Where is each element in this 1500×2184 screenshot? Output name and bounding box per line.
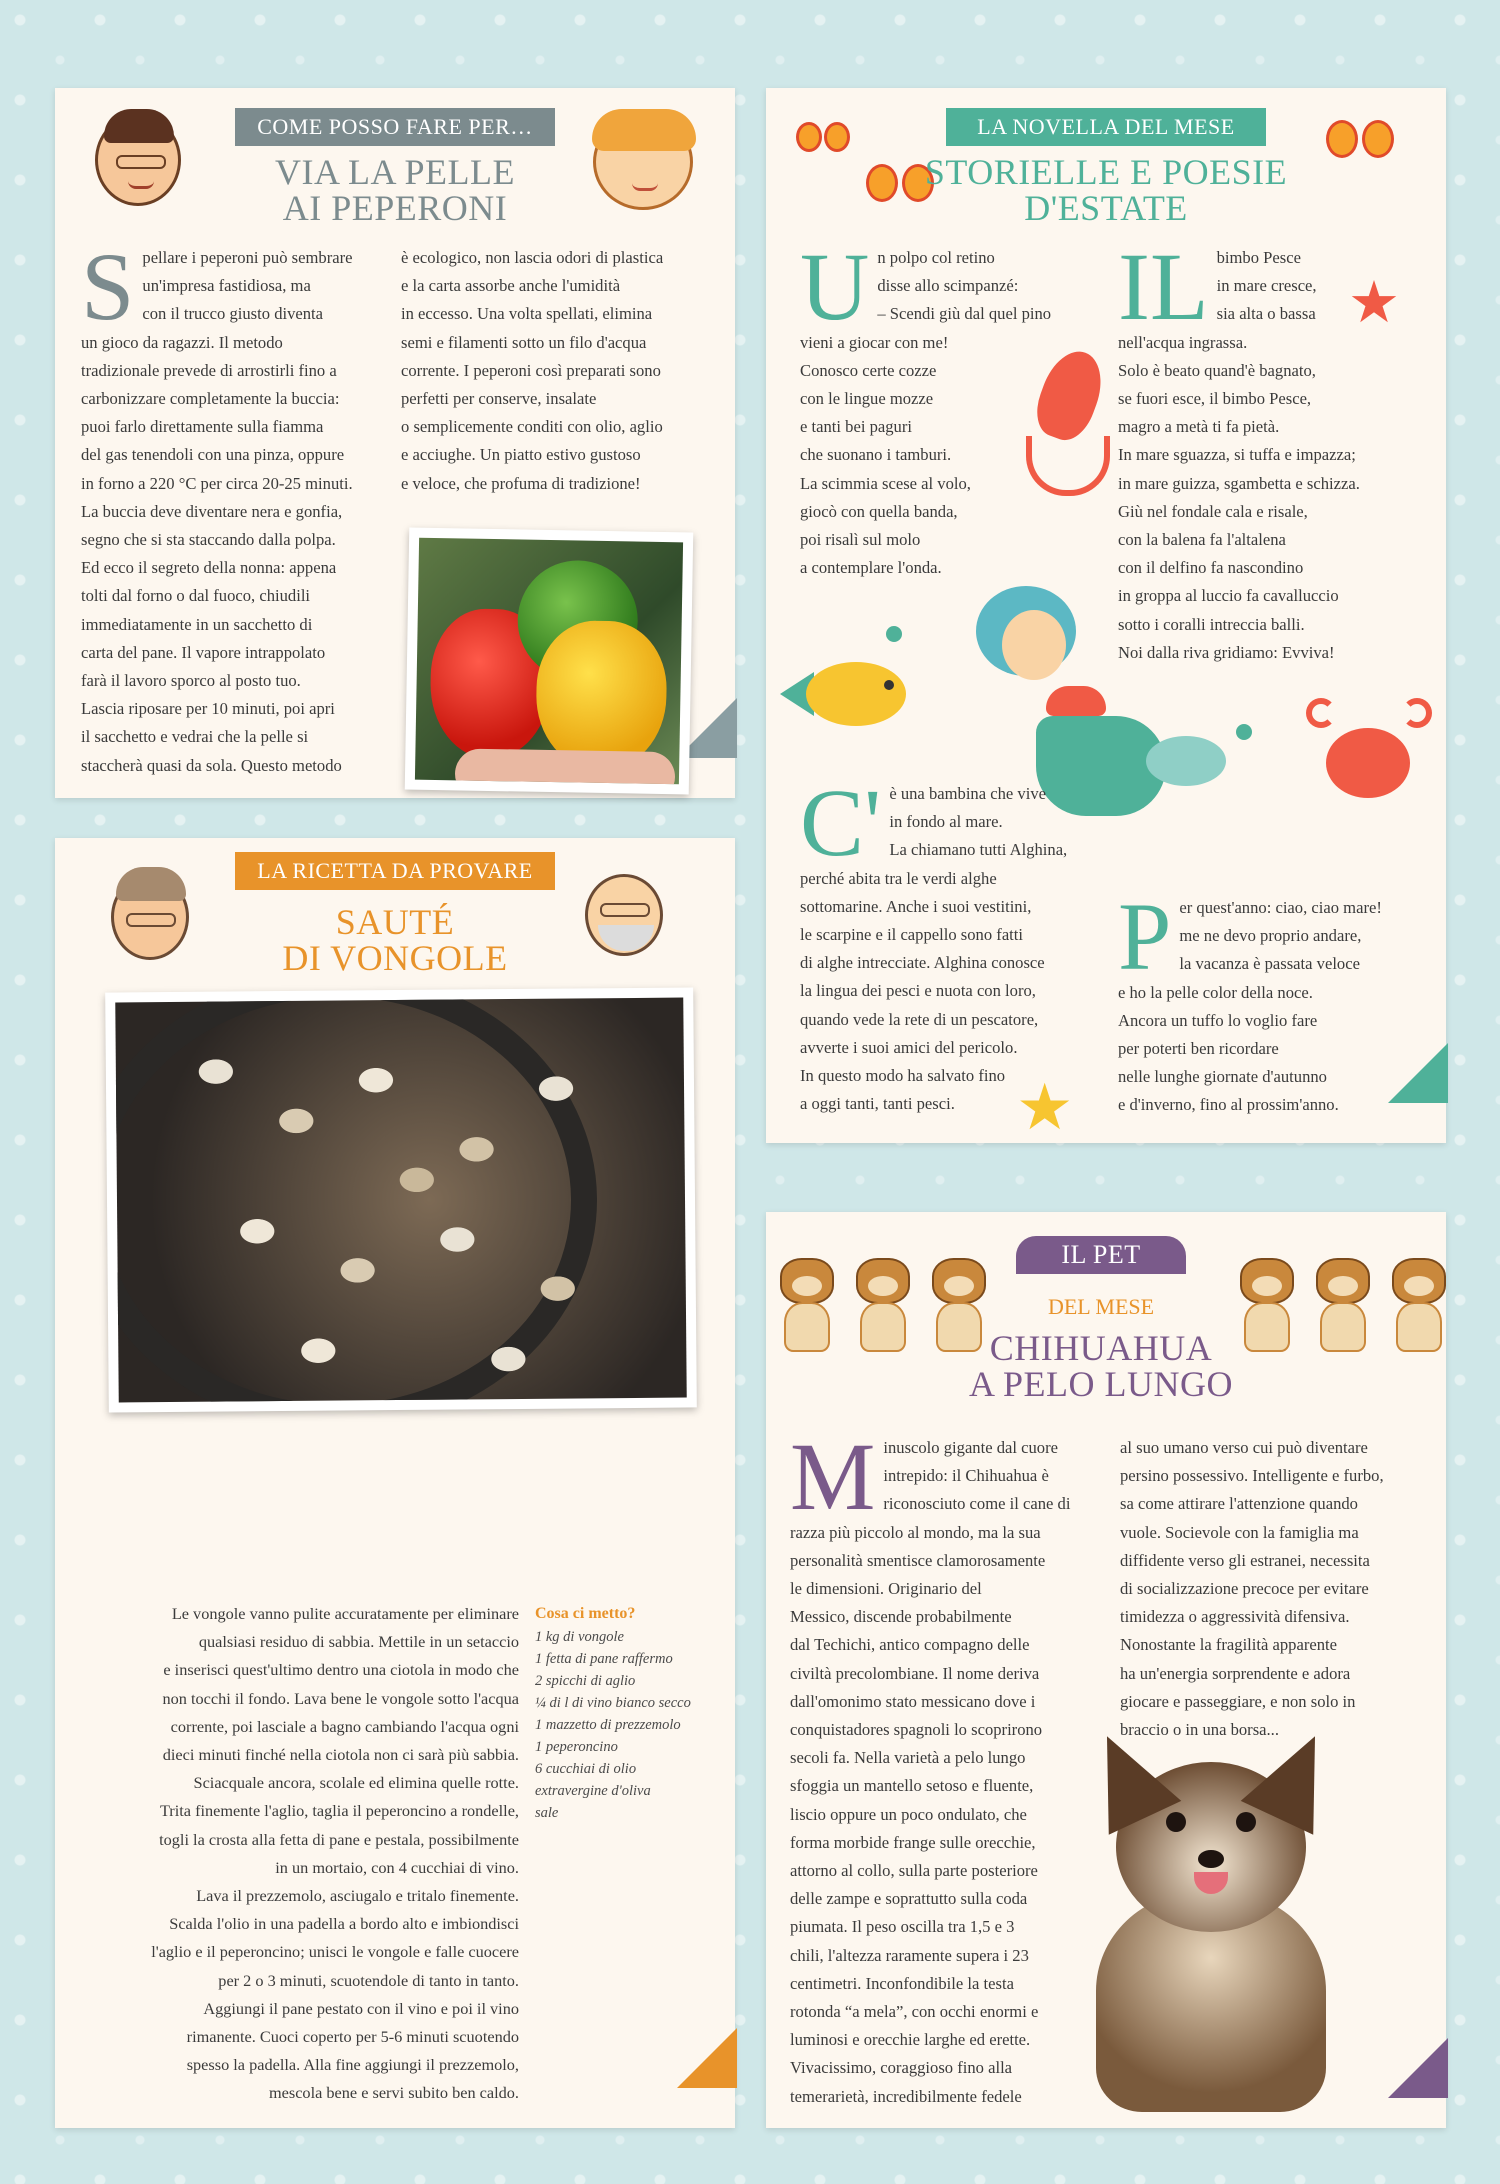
ingredients-box bbox=[535, 1602, 725, 1824]
text-line: del gas tenendoli con una pinza, oppure bbox=[81, 445, 345, 465]
butterfly-icon bbox=[796, 118, 852, 168]
text-line: e la carta assorbe anche l'umidità bbox=[401, 276, 621, 296]
starfish-icon: ★ bbox=[1016, 1072, 1074, 1143]
hand-icon bbox=[455, 748, 676, 784]
octopus-icon bbox=[1016, 350, 1116, 500]
text-line: in forno a 220 °C per circa 20-25 minuti. bbox=[81, 473, 353, 493]
section-ribbon: LA NOVELLA DEL MESE bbox=[946, 108, 1266, 146]
text-line: secoli fa. Nella varietà a pelo lungo bbox=[790, 1748, 1026, 1768]
text-line: Lascia riposare per 10 minuti, poi apri bbox=[81, 699, 335, 719]
ribbon-subtitle: DEL MESE bbox=[1047, 1294, 1155, 1319]
text-line: giocare e passeggiare, e non solo in bbox=[1120, 1691, 1356, 1711]
text-column bbox=[401, 244, 721, 498]
poem-line: in mare guizza, sgambetta e schizza. bbox=[1118, 473, 1360, 493]
text-line: luminosi e orecchie larghe ed erette. bbox=[790, 2030, 1031, 2050]
text-line: personalità smentisce clamorosamente bbox=[790, 1550, 1046, 1570]
page-fold bbox=[677, 2028, 737, 2088]
drop-cap: U bbox=[800, 233, 870, 340]
clams-icon bbox=[176, 1028, 639, 1392]
text-column bbox=[1120, 1434, 1442, 1744]
bubble-icon bbox=[1236, 724, 1252, 740]
article-title bbox=[906, 1330, 1296, 1402]
ingredient-item: 6 cucchiai di olio bbox=[535, 1761, 637, 1777]
story-line: la lingua dei pesci e nuota con loro, bbox=[800, 981, 1036, 1001]
text-line: qualsiasi residuo di sabbia. Mettile in un setaccio bbox=[198, 1632, 519, 1652]
poem-line: – Scendi giù dal quel pino bbox=[877, 304, 1052, 324]
section-ribbon: COME POSSO FARE PER… bbox=[235, 108, 555, 146]
recipe-card bbox=[55, 838, 735, 2128]
story-line: le scarpine e il cappello sono fatti bbox=[800, 925, 1024, 945]
story-line: a oggi tanti, tanti pesci. bbox=[800, 1094, 955, 1114]
recipe-text bbox=[79, 1600, 519, 2108]
title-line: DI VONGOLE bbox=[282, 938, 508, 978]
pug-icon bbox=[852, 1258, 914, 1354]
drop-cap: P bbox=[1118, 883, 1172, 990]
poem-line: er quest'anno: ciao, ciao mare! bbox=[1179, 898, 1382, 917]
poem bbox=[1118, 883, 1438, 1120]
story-line: avverte i suoi amici del pericolo. bbox=[800, 1037, 1018, 1057]
paragraph bbox=[401, 244, 721, 498]
poem-line: Giù nel fondale cala e risale, bbox=[1118, 501, 1308, 521]
poem-line: vieni a giocar con me! bbox=[800, 332, 949, 352]
text-line: immediatamente in un sacchetto di bbox=[81, 614, 313, 634]
text-line: l'aglio e il peperoncino; unisci le vongole e falle cuocere bbox=[151, 1942, 519, 1962]
ingredient-item: extravergine d'oliva bbox=[535, 1783, 651, 1799]
poem-line: poi risalì sul molo bbox=[800, 530, 921, 550]
text-line: forma morbide frange sulle orecchie, bbox=[790, 1832, 1036, 1852]
poem-line: Ancora un tuffo lo voglio fare bbox=[1118, 1010, 1318, 1030]
ingredient-item: 1 mazzetto di prezzemolo bbox=[535, 1717, 681, 1733]
article-title bbox=[886, 154, 1326, 226]
text-line: con il trucco giusto diventa bbox=[142, 304, 324, 324]
clams-photo bbox=[105, 987, 697, 1412]
text-line: civiltà precolombiane. Il nome deriva bbox=[790, 1663, 1040, 1683]
woman-face-icon bbox=[593, 114, 693, 210]
text-line: perfetti per conserve, insalate bbox=[401, 389, 597, 409]
text-line: liscio oppure un poco ondulato, che bbox=[790, 1804, 1027, 1824]
poem-line: sotto i coralli intreccia balli. bbox=[1118, 614, 1305, 634]
text-line: intrepido: il Chihuahua è bbox=[883, 1466, 1049, 1486]
poem-line: disse allo scimpanzé: bbox=[877, 276, 1019, 296]
text-line: inuscolo gigante dal cuore bbox=[883, 1438, 1058, 1457]
text-column bbox=[790, 1423, 1112, 2111]
grandma-face-icon bbox=[111, 874, 189, 960]
text-line: spesso la padella. Alla fine aggiungi il prezzemolo, bbox=[186, 2055, 519, 2075]
poem-line: Conosco certe cozze bbox=[800, 360, 937, 380]
section-ribbon: LA RICETTA DA PROVARE bbox=[235, 852, 555, 890]
text-line: un gioco da ragazzi. Il metodo bbox=[81, 332, 283, 352]
poem-line: sia alta o bassa bbox=[1216, 304, 1316, 324]
text-line: centimetri. Inconfondibile la testa bbox=[790, 1973, 1014, 1993]
ingredient-item: 1 fetta di pane raffermo bbox=[535, 1651, 673, 1667]
story-line: quando vede la rete di un pescatore, bbox=[800, 1009, 1039, 1029]
drop-cap: IL bbox=[1118, 233, 1209, 340]
text-line: delle zampe e soprattutto sulla coda bbox=[790, 1889, 1028, 1909]
text-line: diffidente verso gli estranei, necessita bbox=[1120, 1550, 1370, 1570]
ingredient-item: ¼ di l di vino bianco secco bbox=[535, 1695, 691, 1711]
section-ribbon: IL PET bbox=[1016, 1236, 1186, 1274]
poem-line: in mare cresce, bbox=[1216, 276, 1317, 296]
article-title bbox=[205, 904, 585, 976]
text-line: il sacchetto e vedrai che la pelle si bbox=[81, 727, 309, 747]
text-line: vuole. Socievole con la famiglia ma bbox=[1120, 1522, 1359, 1542]
story-line: è una bambina che vive bbox=[889, 784, 1046, 803]
poem-line: nell'acqua ingrassa. bbox=[1118, 332, 1248, 352]
drop-cap: S bbox=[81, 233, 135, 340]
poem-line: Solo è beato quand'è bagnato, bbox=[1118, 360, 1316, 380]
poem-line: per poterti ben ricordare bbox=[1118, 1039, 1279, 1059]
grandpa-face-icon bbox=[585, 874, 663, 956]
text-line: piumata. Il peso oscilla tra 1,5 e 3 bbox=[790, 1917, 1015, 1937]
text-line: dieci minuti finché nella ciotola non ci sarà più sabbia. bbox=[162, 1745, 519, 1765]
text-line: chili, l'altezza raramente supera i 23 bbox=[790, 1945, 1029, 1965]
text-line: per 2 o 3 minuti, scuotendole di tanto in tanto. bbox=[218, 1970, 519, 1990]
crab-icon bbox=[1306, 688, 1436, 808]
text-line: Le vongole vanno pulite accuratamente per eliminare bbox=[171, 1604, 519, 1623]
text-line: è ecologico, non lascia odori di plastica bbox=[401, 248, 664, 267]
title-line: AI PEPERONI bbox=[282, 188, 508, 228]
text-line: corrente. I peperoni così preparati sono bbox=[401, 360, 661, 380]
text-line: sfoggia un mantello setoso e fluente, bbox=[790, 1776, 1034, 1796]
poem-line: giocò con quella banda, bbox=[800, 501, 958, 521]
text-line: Trita finemente l'aglio, taglia il peperoncino a rondelle, bbox=[159, 1801, 519, 1821]
title-line: D'ESTATE bbox=[1024, 188, 1188, 228]
poem-line: bimbo Pesce bbox=[1216, 248, 1301, 267]
poem-line: se fuori esce, il bimbo Pesce, bbox=[1118, 389, 1312, 409]
text-line: attorno al collo, sulla parte posteriore bbox=[790, 1861, 1038, 1881]
poem-line: con la balena fa l'altalena bbox=[1118, 530, 1286, 550]
starfish-icon: ★ bbox=[1348, 270, 1400, 335]
text-line: La buccia deve diventare nera e gonfia, bbox=[81, 501, 343, 521]
text-line: braccio o in una borsa... bbox=[1120, 1720, 1279, 1740]
text-line: puoi farlo direttamente sulla fiamma bbox=[81, 417, 324, 437]
text-line: Lava il prezzemolo, asciugalo e tritalo finemente. bbox=[196, 1886, 519, 1906]
peppers-photo bbox=[405, 528, 694, 795]
text-line: razza più piccolo al mondo, ma la sua bbox=[790, 1522, 1041, 1542]
drop-cap: M bbox=[790, 1423, 876, 1530]
poem-line: In mare sguazza, si tuffa e impazza; bbox=[1118, 445, 1356, 465]
title-line: A PELO LUNGO bbox=[969, 1364, 1233, 1404]
poem-line: n polpo col retino bbox=[877, 248, 995, 267]
text-line: Sciacquale ancora, scolale ed elimina quelle rotte. bbox=[193, 1773, 519, 1793]
text-line: non tocchi il fondo. Lava bene le vongole sotto l'acqua bbox=[162, 1688, 519, 1708]
poem-line: a contemplare l'onda. bbox=[800, 558, 942, 578]
text-line: Aggiungi il pane pestato con il vino e poi il vino bbox=[203, 1998, 519, 2018]
ingredients-list bbox=[535, 1626, 725, 1824]
text-line: tolti dal forno o dal fuoco, chiudili bbox=[81, 586, 311, 606]
ingredient-item: sale bbox=[535, 1805, 559, 1821]
paragraph bbox=[790, 1423, 1112, 2111]
poem-line: Noi dalla riva gridiamo: Evviva! bbox=[1118, 642, 1335, 662]
text-line: segno che si sta staccando dalla polpa. bbox=[81, 530, 336, 550]
text-line: e acciughe. Un piatto estivo gustoso bbox=[401, 445, 641, 465]
poem-line: in groppa al luccio fa cavalluccio bbox=[1118, 586, 1339, 606]
title-line: CHIHUAHUA bbox=[989, 1328, 1213, 1368]
text-line: pellare i peperoni può sembrare bbox=[142, 248, 353, 267]
ingredients-title: Cosa ci metto? bbox=[535, 1605, 636, 1622]
text-line: semi e filamenti sotto un filo d'acqua bbox=[401, 332, 647, 352]
ingredient-item: 1 kg di vongole bbox=[535, 1629, 624, 1645]
text-line: sa come attirare l'attenzione quando bbox=[1120, 1494, 1358, 1514]
text-line: carta del pane. Il vapore intrappolato bbox=[81, 642, 326, 662]
title-line: VIA LA PELLE bbox=[275, 152, 515, 192]
page-fold bbox=[1388, 2038, 1448, 2098]
paragraph bbox=[79, 1600, 519, 2108]
text-line: conquistadores spagnoli lo scoprirono bbox=[790, 1720, 1043, 1740]
chihuahua-photo bbox=[1066, 1732, 1366, 2112]
poem-line: e d'inverno, fino al prossim'anno. bbox=[1118, 1095, 1339, 1115]
text-line: mescola bene e servi subito ben caldo. bbox=[268, 2083, 519, 2103]
title-line: STORIELLE E POESIE bbox=[924, 152, 1288, 192]
poem-line: la vacanza è passata veloce bbox=[1179, 954, 1360, 974]
title-line: SAUTÉ bbox=[335, 902, 455, 942]
ingredient-item: 2 spicchi di aglio bbox=[535, 1673, 636, 1689]
paragraph bbox=[1120, 1434, 1442, 1744]
text-line: un'impresa fastidiosa, ma bbox=[142, 276, 311, 296]
drop-cap: C' bbox=[800, 769, 882, 876]
text-line: temerarietà, incredibilmente fedele bbox=[790, 2086, 1022, 2106]
text-line: Ed ecco il segreto della nonna: appena bbox=[81, 558, 337, 578]
poem-line: nelle lunghe giornate d'autunno bbox=[1118, 1067, 1327, 1087]
text-line: corrente, poi lasciale a bagno cambiando l'acqua ogni bbox=[170, 1716, 519, 1736]
text-line: Vivacissimo, coraggioso fino alla bbox=[790, 2058, 1013, 2078]
pug-icon bbox=[776, 1258, 838, 1354]
text-line: le dimensioni. Originario del bbox=[790, 1579, 982, 1599]
pug-icon bbox=[1388, 1258, 1450, 1354]
text-line: dall'omonimo stato messicano dove i bbox=[790, 1691, 1036, 1711]
poem-line: con le lingue mozze bbox=[800, 389, 934, 409]
story-line: La chiamano tutti Alghina, bbox=[889, 840, 1068, 860]
poem-line: che suonano i tamburi. bbox=[800, 445, 952, 465]
peppers-card bbox=[55, 88, 735, 798]
ingredient-item: 1 peperoncino bbox=[535, 1739, 618, 1755]
story-line: perché abita tra le verdi alghe bbox=[800, 868, 997, 888]
text-line: rotonda “a mela”, con occhi enormi e bbox=[790, 2002, 1039, 2022]
story-line: in fondo al mare. bbox=[889, 812, 1003, 832]
text-line: togli la crosta alla fetta di pane e pestala, possibilmente bbox=[159, 1829, 519, 1849]
text-line: carbonizzare completamente la buccia: bbox=[81, 389, 340, 409]
text-line: Scalda l'olio in una padella a bordo alto e imbiondisci bbox=[169, 1914, 519, 1934]
text-line: e inserisci quest'ultimo dentro una ciotola in modo che bbox=[163, 1660, 519, 1680]
text-line: ha un'energia sorprendente e adora bbox=[1120, 1663, 1351, 1683]
poem-line: con il delfino fa nascondino bbox=[1118, 558, 1304, 578]
text-line: farà il lavoro sporco al posto tuo. bbox=[81, 671, 301, 691]
poem-line: magro a metà ti fa pietà. bbox=[1118, 417, 1280, 437]
text-line: rimanente. Cuoci coperto per 5-6 minuti scuotendo bbox=[186, 2027, 519, 2047]
text-line: dal Techichi, antico compagno delle bbox=[790, 1635, 1030, 1655]
text-column bbox=[81, 233, 381, 780]
poem-line: La scimmia scese al volo, bbox=[800, 473, 971, 493]
text-line: timidezza o aggressività difensiva. bbox=[1120, 1607, 1350, 1627]
text-line: persino possessivo. Intelligente e furbo, bbox=[1120, 1466, 1384, 1486]
bubble-icon bbox=[886, 626, 902, 642]
text-line: e veloce, che profuma di tradizione! bbox=[401, 473, 641, 493]
text-line: staccherà quasi da sola. Questo metodo bbox=[81, 755, 342, 775]
story-line: di alghe intrecciate. Alghina conosce bbox=[800, 953, 1045, 973]
pet-card bbox=[766, 1212, 1446, 2128]
butterfly-icon bbox=[1326, 114, 1396, 178]
text-line: al suo umano verso cui può diventare bbox=[1120, 1438, 1368, 1457]
poem-line: e ho la pelle color della noce. bbox=[1118, 982, 1313, 1002]
text-line: o semplicemente conditi con olio, aglio bbox=[401, 417, 663, 437]
text-line: di socializzazione precoce per evitare bbox=[1120, 1579, 1369, 1599]
story-line: In questo modo ha salvato fino bbox=[800, 1066, 1006, 1086]
novella-card bbox=[766, 88, 1446, 1143]
poem-line: e tanti bei paguri bbox=[800, 417, 912, 437]
story-line: sottomarine. Anche i suoi vestitini, bbox=[800, 896, 1032, 916]
text-line: Nonostante la fragilità apparente bbox=[1120, 1635, 1338, 1655]
man-face-icon bbox=[95, 114, 181, 206]
text-line: tradizionale prevede di arrostirli fino a bbox=[81, 360, 337, 380]
poem-line: me ne devo proprio andare, bbox=[1179, 926, 1362, 946]
pug-icon bbox=[1312, 1258, 1374, 1354]
text-line: in eccesso. Una volta spellati, elimina bbox=[401, 304, 653, 324]
text-line: in un mortaio, con 4 cucchiai di vino. bbox=[275, 1857, 519, 1877]
article-title bbox=[205, 154, 585, 226]
story bbox=[800, 769, 1120, 1118]
fish-icon bbox=[780, 654, 910, 734]
text-line: Messico, discende probabilmente bbox=[790, 1607, 1012, 1627]
text-line: riconosciuto come il cane di bbox=[883, 1494, 1071, 1514]
